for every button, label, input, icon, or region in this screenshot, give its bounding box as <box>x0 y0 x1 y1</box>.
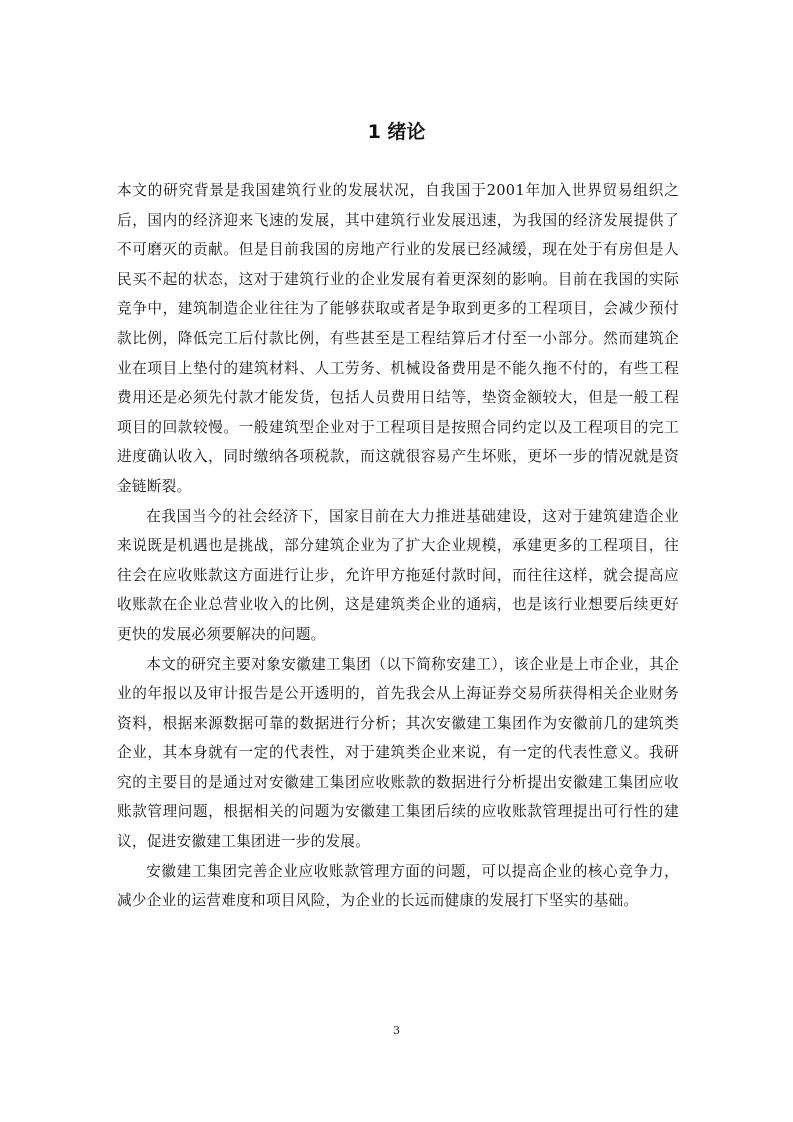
paragraph-significance: 安徽建工集团完善企业应收账款管理方面的问题，可以提高企业的核心竞争力，减少企业的运营难度和项目风险，为企业的长远而健康的发展打下坚实的基础。 <box>117 862 679 910</box>
paragraph-background: 本文的研究背景是我国建筑行业的发展状况，自我国于2001年加入世界贸易组织之后，国内的经济迎来飞速的发展，其中建筑行业发展迅速，为我国的经济发展提供了不可磨灭的贡献。但是目前我国的房地产行业的发展已经减缓，现在处于有房但是人民买不起的状态，这对于建筑行业的企业发展有着更深刻的影响。目前在我国的实际竞争中，建筑制造企业往往为了能够获取或者是争取到更多的工程项目，会减少预付款比例，降低完工后付款比例，有些甚至是工程结算后才付至一小部分。然而建筑企业在项目上垫付的建筑材料、人工劳务、机械设备费用是不能久拖不付的，有些工程费用还是必须先付款才能发货，包括人员费用日结等，垫资金额较大，但是一般工程项目的回款较慢。一般建筑型企业对于工程项目是按照合同约定以及工程项目的完工进度确认收入，同时缴纳各项税款，而这就很容易产生坏账，更坏一步的情况就是资金链断裂。 <box>117 182 679 495</box>
paragraph-economy: 在我国当今的社会经济下，国家目前在大力推进基础建设，这对于建筑建造企业来说既是机遇也是挑战，部分建筑企业为了扩大企业规模，承建更多的工程项目，往往会在应收账款这方面进行让步，允许甲方拖延付款时间，而往往这样，就会提高应收账款在企业总营业收入的比例，这是建筑类企业的通病，也是该行业想要后续更好更快的发展必须要解决的问题。 <box>117 507 679 643</box>
page-number: 3 <box>393 1024 400 1037</box>
body-text <box>117 176 679 916</box>
paragraph-research-object: 本文的研究主要对象安徽建工集团（以下简称安建工），该企业是上市企业，其企业的年报以及审计报告是公开透明的，首先我会从上海证券交易所获得相关企业财务资料，根据来源数据可靠的数据进行分析；其次安徽建工集团作为安徽前几的建筑类企业，其本身就有一定的代表性，对于建筑类企业来说，有一定的代表性意义。我研究的主要目的是通过对安徽建工集团应收账款的数据进行分析提出安徽建工集团应收账款管理问题，根据相关的问题为安徽建工集团后续的应收账款管理提出可行性的建议，促进安徽建工集团进一步的发展。 <box>117 655 679 851</box>
chapter-title: 1 绪论 <box>367 121 426 143</box>
